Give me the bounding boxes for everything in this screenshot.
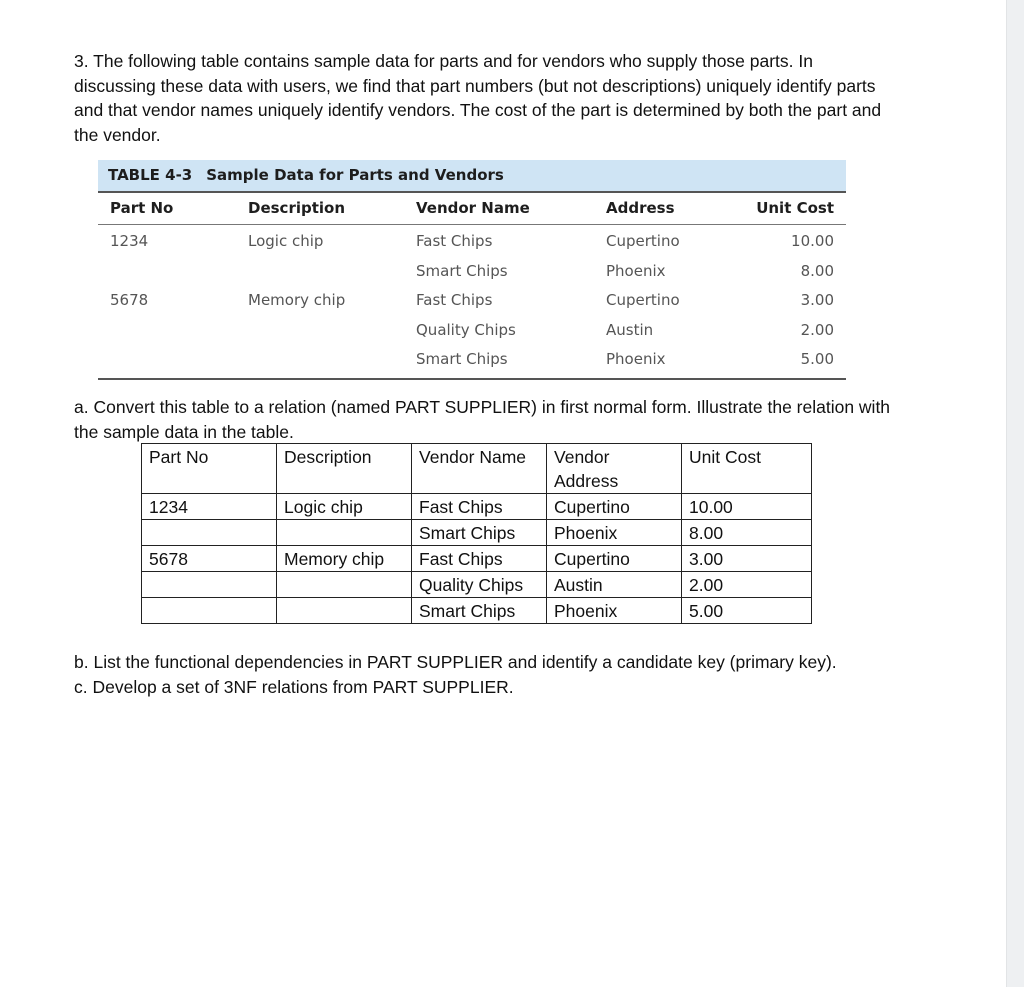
table-cell: Cupertino [547,494,682,520]
part-b-c-text [74,650,894,699]
table-cell: 5678 [142,546,277,572]
textbook-table [98,160,846,380]
scrollbar-track[interactable] [1006,0,1024,987]
table-row [142,520,812,546]
table-cell: Logic chip [277,494,412,520]
table-row [142,572,812,598]
table-row [98,256,846,286]
header-cell: Part No [142,444,277,494]
header-cell: Part No [110,199,174,217]
header-cell: Vendor Name [412,444,547,494]
table-cell [277,598,412,624]
table-cell [142,598,277,624]
table-cell: Fast Chips [412,494,547,520]
table-cell: Fast Chips [416,291,493,309]
table-cell [277,572,412,598]
table-row [142,546,812,572]
table-cell: Memory chip [277,546,412,572]
table-cell: Memory chip [248,291,346,309]
table-caption [98,160,846,193]
table-cell: 10.00 [682,494,812,520]
table-cell [277,520,412,546]
header-cell: Address [606,199,675,217]
table-cell: 5.00 [682,598,812,624]
header-cell: Description [248,199,346,217]
table-cell: Cupertino [547,546,682,572]
header-cell: Vendor Name [416,199,530,217]
table-cell: Cupertino [606,232,680,250]
header-cell: Unit Cost [756,199,834,217]
table-cell: Quality Chips [412,572,547,598]
table-cell: 2.00 [682,572,812,598]
table-row [98,344,846,374]
table-body [98,225,846,380]
table-cell: 2.00 [800,320,834,339]
table-title: Sample Data for Parts and Vendors [206,166,504,184]
part-c-text: c. Develop a set of 3NF relations from PART SUPPLIER. [74,676,514,697]
table-cell: Smart Chips [416,350,508,368]
table-cell: Fast Chips [412,546,547,572]
table-cell: Fast Chips [416,232,493,250]
table-cell: Cupertino [606,291,680,309]
header-cell: Vendor Address [547,444,682,494]
table-label: TABLE 4-3 [108,166,193,184]
table-row [98,226,846,256]
part-b-text: b. List the functional dependencies in PART SUPPLIER and identify a candidate key (primary key). [74,652,837,672]
table-cell: Logic chip [248,232,324,250]
table-cell: 1234 [110,232,149,250]
table-cell [142,572,277,598]
table-cell: Austin [547,572,682,598]
header-cell: Unit Cost [682,444,812,494]
table-cell: Phoenix [547,598,682,624]
table-cell: 8.00 [800,261,834,280]
question-3-text: 3. The following table contains sample data for parts and for vendors who supply those parts. In discussing these data with users, we find that part numbers (but not descriptions) uniquely identify parts and that vendor names uniquely identify vendors. The cost of the part is determined by both the part and the vendor. [74,51,882,145]
table-cell: 5.00 [800,350,834,368]
table-cell: 3.00 [800,291,834,309]
table-row [142,494,812,520]
table-cell: Smart Chips [412,520,547,546]
table-cell: 3.00 [682,546,812,572]
header-cell: Description [277,444,412,494]
table-cell [142,520,277,546]
table-row [98,285,846,315]
table-cell: Smart Chips [416,261,508,280]
first-normal-form-table [141,443,812,624]
table-cell: 1234 [142,494,277,520]
part-a-text: a. Convert this table to a relation (named PART SUPPLIER) in first normal form. Illustrate the relation with the sample data in the table. [74,397,891,442]
table-row [98,315,846,345]
table-cell: Austin [606,320,654,339]
table-cell: 10.00 [791,232,834,250]
table-cell: Phoenix [606,261,666,280]
table-cell: Quality Chips [416,320,516,339]
table-cell: Phoenix [606,350,666,368]
table-cell: 5678 [110,291,149,309]
table-cell: Phoenix [547,520,682,546]
table-cell: Smart Chips [412,598,547,624]
table-cell: 8.00 [682,520,812,546]
table-row [142,598,812,624]
table-header-row [142,444,812,494]
table-header-row [98,193,846,225]
